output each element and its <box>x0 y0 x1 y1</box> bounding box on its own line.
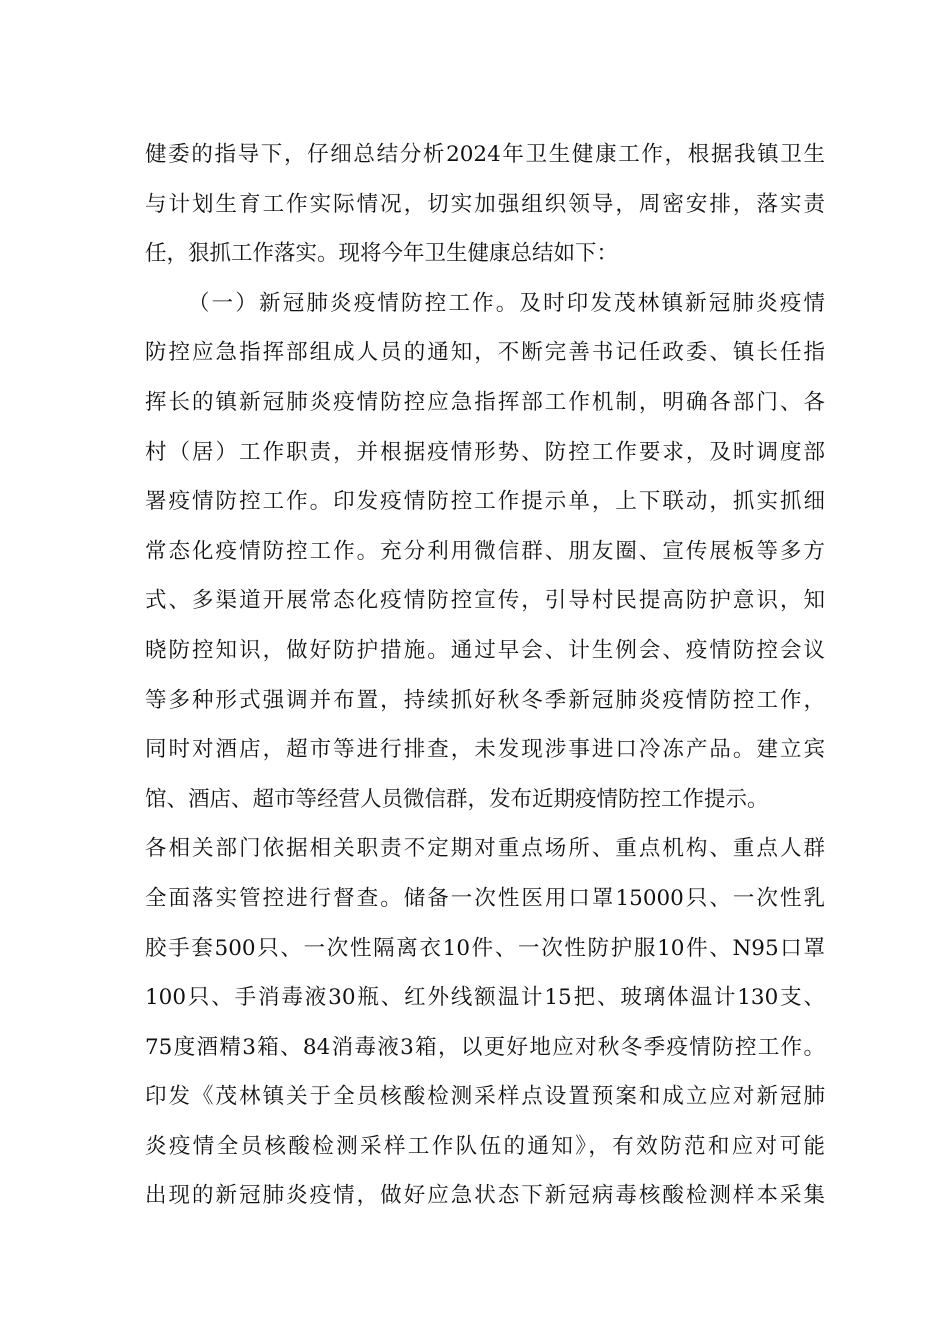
text-line: 健委的指导下，仔细总结分析2024年卫生健康工作，根据我镇卫生 <box>145 142 825 167</box>
text-line: 75度酒精3箱、84消毒液3箱，以更好地应对秋冬季疫情防控工作。 <box>145 1034 825 1060</box>
text-line: 各相关部门依据相关职责不定期对重点场所、重点机构、重点人群 <box>145 836 825 862</box>
body-text <box>145 130 825 1221</box>
section-heading-line: （一）新冠肺炎疫情防控工作。及时印发茂林镇新冠肺炎疫情 <box>188 290 825 316</box>
text-line: 与计划生育工作实际情况，切实加强组织领导，周密安排，落实责 <box>145 191 825 217</box>
text-line: 常态化疫情防控工作。充分利用微信群、朋友圈、宣传展板等多方 <box>145 538 825 564</box>
text-line: 全面落实管控进行督查。储备一次性医用口罩15000只、一次性乳 <box>145 885 825 911</box>
text-line: 晓防控知识，做好防护措施。通过早会、计生例会、疫情防控会议 <box>145 637 825 663</box>
text-line: 炎疫情全员核酸检测采样工作队伍的通知》，有效防范和应对可能 <box>145 1133 825 1159</box>
text-line: 等多种形式强调并布置，持续抓好秋冬季新冠肺炎疫情防控工作， <box>145 687 825 713</box>
text-line: 胶手套500只、一次性隔离衣10件、一次性防护服10件、N95口罩 <box>145 935 825 961</box>
text-line: 署疫情防控工作。印发疫情防控工作提示单，上下联动，抓实抓细 <box>145 489 825 515</box>
text-line: 100只、手消毒液30瓶、红外线额温计15把、玻璃体温计130支、 <box>145 985 825 1011</box>
text-line: 式、多渠道开展常态化疫情防控宣传，引导村民提高防护意识，知 <box>145 588 825 614</box>
text-line: 防控应急指挥部组成人员的通知，不断完善书记任政委、镇长任指 <box>145 340 825 366</box>
text-line: 出现的新冠肺炎疫情，做好应急状态下新冠病毒核酸检测样本采集 <box>145 1183 825 1209</box>
text-line: 同时对酒店，超市等进行排查，未发现涉事进口冷冻产品。建立宾 <box>145 737 825 763</box>
text-line: 挥长的镇新冠肺炎疫情防控应急指挥部工作机制，明确各部门、各 <box>145 389 825 415</box>
text-line: 印发《茂林镇关于全员核酸检测采样点设置预案和成立应对新冠肺 <box>145 1084 825 1110</box>
text-line: 馆、酒店、超市等经营人员微信群，发布近期疫情防控工作提示。 <box>145 786 769 812</box>
text-line: 村（居）工作职责，并根据疫情形势、防控工作要求，及时调度部 <box>145 439 825 465</box>
text-line: 任，狠抓工作落实。现将今年卫生健康总结如下： <box>145 241 619 267</box>
